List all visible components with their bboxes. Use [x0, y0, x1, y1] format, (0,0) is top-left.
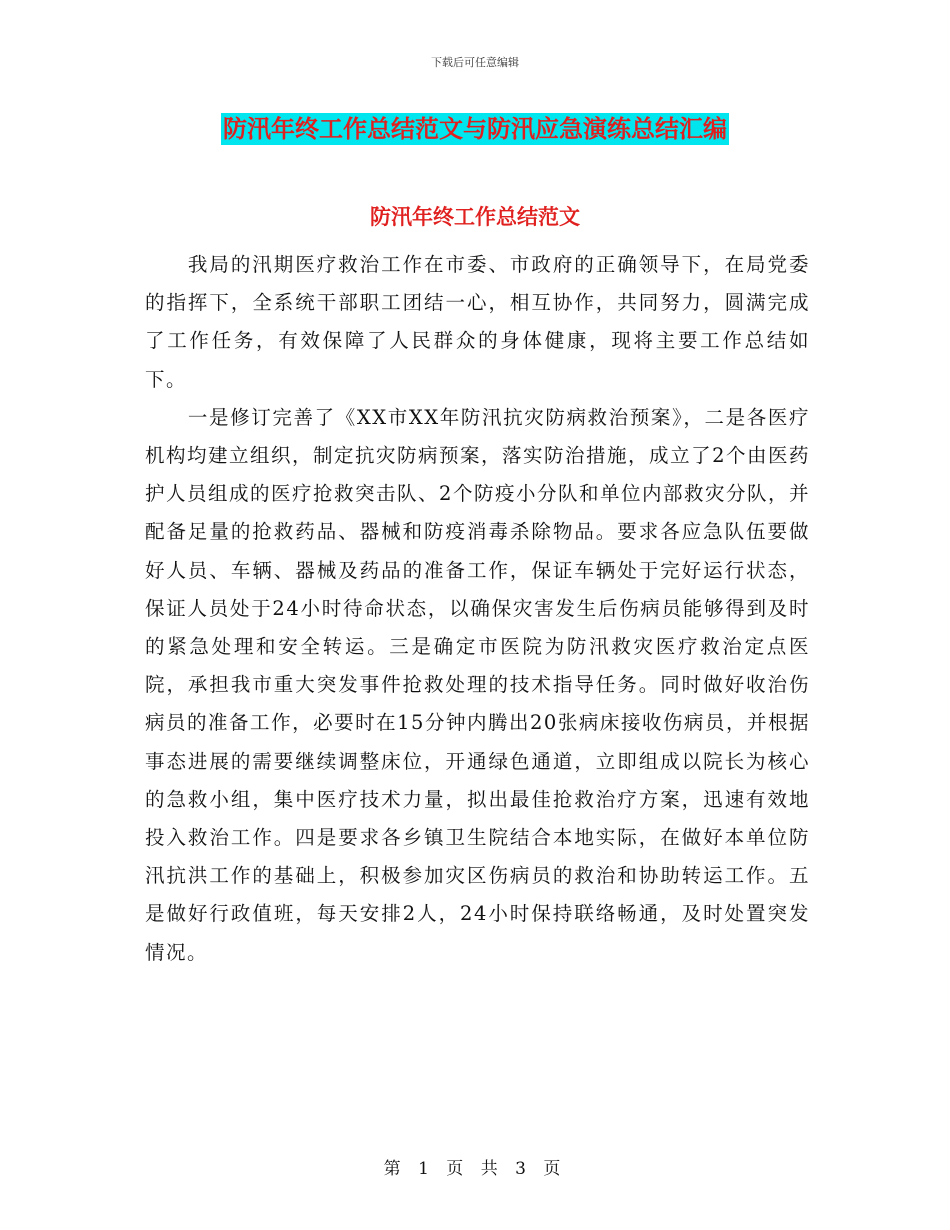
- document-title-container: [0, 113, 950, 145]
- document-body: [145, 246, 810, 972]
- document-title: 防汛年终工作总结范文与防汛应急演练总结汇编: [223, 115, 727, 143]
- page-number: 第 1 页 共 3 页: [383, 1159, 567, 1179]
- paragraph-intro: 我局的汛期医疗救治工作在市委、市政府的正确领导下，在局党委的指挥下，全系统干部职工团结一心，相互协作，共同努力，圆满完成了工作任务，有效保障了人民群众的身体健康，现将主要工作总结如下。: [145, 253, 810, 391]
- paragraph-measures: 一是修订完善了《XX市XX年防汛抗灾防病救治预案》，二是各医疗机构均建立组织，制定抗灾防病预案，落实防治措施，成立了2个由医药护人员组成的医疗抢救突击队、2个防疫小分队和单位内部救灾分队，并配备足量的抢救药品、器械和防疫消毒杀除物品。要求各应急队伍要做好人员、车辆、器械及药品的准备工作，保证车辆处于完好运行状态，保证人员处于24小时待命状态，以确保灾害发生后伤病员能够得到及时的紧急处理和安全转运。三是确定市医院为防汛救灾医疗救治定点医院，承担我市重大突发事件抢救处理的技术指导任务。同时做好收治伤病员的准备工作，必要时在15分钟内腾出20张病床接收伤病员，并根据事态进展的需要继续调整床位，开通绿色通道，立即组成以院长为核心的急救小组，集中医疗技术力量，拟出最佳抢救治疗方案，迅速有效地投入救治工作。四是要求各乡镇卫生院结合本地实际，在做好本单位防汛抗洪工作的基础上，积极参加灾区伤病员的救治和协助转运工作。五是做好行政值班，每天安排2人，24小时保持联络畅通，及时处置突发情况。: [145, 405, 810, 964]
- section-title: 防汛年终工作总结范文: [370, 205, 580, 229]
- header-note: 下载后可任意编辑: [431, 56, 519, 69]
